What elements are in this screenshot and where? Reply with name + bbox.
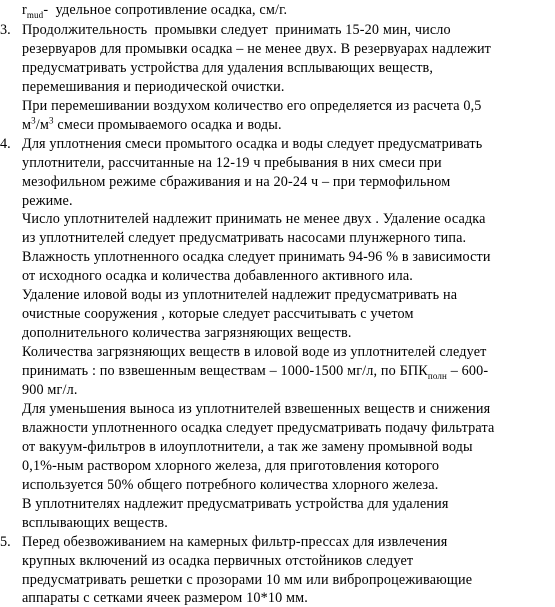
text-line: 0,1%-ным раствором хлорного железа, для приготовления которого [22, 458, 440, 474]
text-line: всплывающих веществ. [22, 515, 168, 531]
list-number: 5. [0, 534, 11, 550]
text-line: влажности уплотненного осадка следует предусматривать подачу фильтрата [22, 420, 495, 436]
unit: м [22, 117, 32, 133]
text-fragment: смеси промываемого осадка и воды. [53, 117, 282, 133]
subscript: полн [427, 370, 447, 381]
list-number: 3. [0, 22, 11, 38]
text-fragment: принимать : по взвешенным веществам – 1000-1500 мг/л, по БПК [22, 363, 428, 379]
list-number: 4. [0, 136, 11, 152]
text-line: из уплотнителей следует предусматривать насосами плунжерного типа. [22, 230, 467, 246]
text-line: Удаление иловой воды из уплотнителей надлежит предусматривать на [22, 287, 458, 303]
text-line: от исходного осадка и количества добавленного активного ила. [22, 268, 413, 284]
text-line: Для уменьшения выноса из уплотнителей взвешенных веществ и снижения [22, 401, 491, 417]
text-line: предусматривать решетки с прозорами 10 мм или вибропроцеживающие [22, 572, 473, 588]
text-line: дополнительного количества загрязняющих веществ. [22, 325, 352, 341]
text-line: резервуаров для промывки осадка – не менее двух. В резервуарах надлежит [22, 41, 492, 57]
text-line [22, 362, 488, 380]
unit: /м [35, 117, 50, 133]
text-line: Продолжительность промывки следует принимать 15-20 мин, число [22, 22, 451, 38]
text-line: В уплотнителях надлежит предусматривать устройства для удаления [22, 496, 449, 512]
text-line: Число уплотнителей надлежит принимать не менее двух . Удаление осадка [22, 211, 486, 227]
text-line: 900 мг/л. [22, 382, 78, 398]
text-fragment: – 600- [447, 363, 489, 379]
text-line: аппараты с сетками ячеек размером 10*10 мм. [22, 590, 308, 606]
symbol-subscript: mud [26, 9, 44, 20]
text-line: Перед обезвоживанием на камерных фильтр-прессах для извлечения [22, 534, 448, 550]
text-line: Влажность уплотненного осадка следует принимать 94-96 % в зависимости [22, 249, 491, 265]
text-line: перемешивания и периодической очистки. [22, 79, 285, 95]
text-line: мезофильном режиме сбраживания и на 20-24 ч – при термофильном [22, 174, 451, 190]
text-line: используется 50% общего потребного количества хлорного железа. [22, 477, 439, 493]
text-line: уплотнители, рассчитанные на 12-19 ч пребывания в них смеси при [22, 155, 442, 171]
text-line: Для уплотнения смеси промытого осадка и воды следует предусматривать [22, 136, 483, 152]
text-line: При перемешивании воздухом количество его определяется из расчета 0,5 [22, 98, 482, 114]
superscript: 3 [31, 115, 36, 126]
text-line: Количества загрязняющих веществ в иловой воде из уплотнителей следует [22, 344, 487, 360]
text-line [22, 116, 282, 134]
text-line: очистные сооружения , которые следует рассчитывать с учетом [22, 306, 414, 322]
superscript: 3 [49, 115, 54, 126]
text-line: крупных включений из осадка первичных отстойников следует [22, 553, 414, 569]
text-line: предусматривать устройства для удаления всплывающих веществ, [22, 60, 434, 76]
text-fragment: - удельное сопротивление осадка, см/г. [43, 2, 288, 18]
symbol: r [22, 2, 27, 18]
text-line [22, 1, 287, 19]
text-line: от вакуум-фильтров в илоуплотнители, а так же замену промывной воды [22, 439, 473, 455]
text-line: режиме. [22, 193, 73, 209]
